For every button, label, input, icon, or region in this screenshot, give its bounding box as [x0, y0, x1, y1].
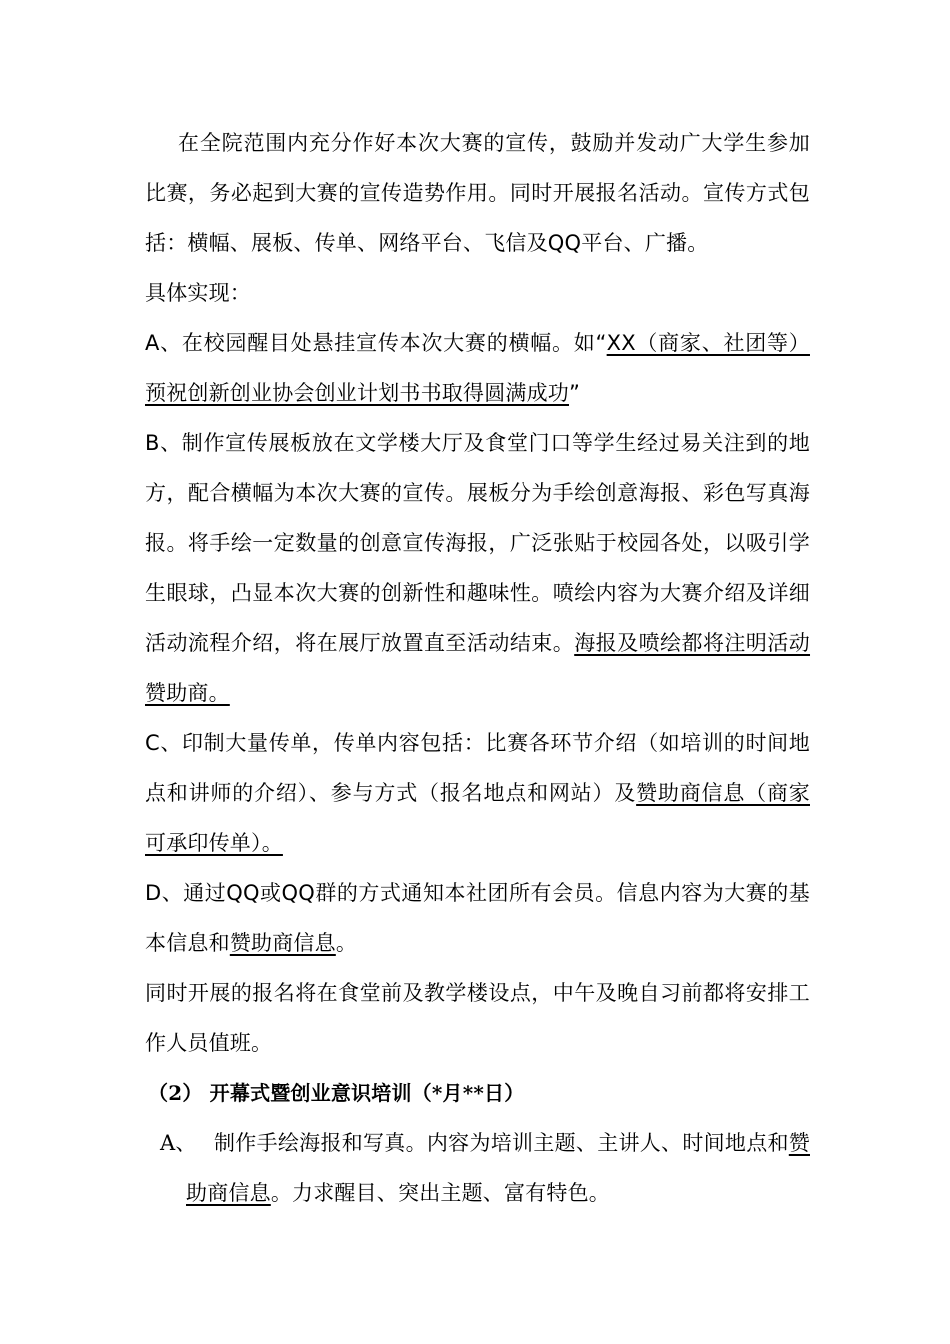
item-a-text: A、在校园醒目处悬挂宣传本次大赛的横幅。如“	[145, 331, 607, 355]
sub-item-a-marker: A、	[160, 1131, 197, 1155]
item-b-text: B、制作宣传展板放在文学楼大厅及食堂门口等学生经过易关注到的地方，配合横幅为本次大赛的宣传。展板分为手绘创意海报、彩色写真海报。将手绘一定数量的创意宣传海报，广泛张贴于校园各处，以吸引学生眼球，凸显本次大赛的创新性和趣味性。喷绘内容为大赛介绍及详细活动流程介绍，将在展厅放置直至活动结束。	[145, 431, 810, 655]
sub-item-a-end: 。力求醒目、突出主题、富有特色。	[270, 1181, 611, 1205]
section-heading: （2） 开幕式暨创业意识培训（*月**日）	[148, 1081, 525, 1105]
item-a-underlined: XX（商家、社团等）预祝创新创业协会创业计划书书取得圆满成功	[145, 331, 810, 405]
sub-item-a-body	[186, 1118, 810, 1218]
sub-item-a-text: 制作手绘海报和写真。内容为培训主题、主讲人、时间地点和	[214, 1131, 789, 1155]
item-b-paragraph	[145, 418, 810, 718]
item-d-text: D、通过QQ或QQ群的方式通知本社团所有会员。信息内容为大赛的基本信息和	[145, 881, 810, 955]
item-d-underlined: 赞助商信息	[229, 931, 336, 955]
item-c-text: C、印制大量传单，传单内容包括：比赛各环节介绍（如培训的时间地点和讲师的介绍）、参与方式（报名地点和网站）及	[145, 731, 810, 805]
sub-item-a-underlined: 赞助商信息	[186, 1131, 810, 1205]
item-c-underlined: 赞助商信息（商家可承印传单）。	[145, 781, 810, 855]
intro-paragraph: 在全院范围内充分作好本次大赛的宣传，鼓励并发动广大学生参加比赛，务必起到大赛的宣传造势作用。同时开展报名活动。宣传方式包括：横幅、展板、传单、网络平台、飞信及QQ平台、广播。	[145, 131, 810, 255]
registration-paragraph: 同时开展的报名将在食堂前及教学楼设点，中午及晚自习前都将安排工作人员值班。	[145, 981, 810, 1055]
item-d-end: 。	[335, 931, 358, 955]
sub-item-a	[145, 1118, 810, 1218]
document-body	[145, 118, 810, 1218]
item-a-closing-quote: ”	[569, 381, 581, 405]
item-c-paragraph	[145, 718, 810, 868]
item-b-underlined: 海报及喷绘都将注明活动赞助商。	[145, 631, 811, 705]
item-d-paragraph	[145, 868, 810, 968]
item-a-paragraph	[145, 318, 810, 418]
specifics-label: 具体实现：	[145, 281, 251, 305]
